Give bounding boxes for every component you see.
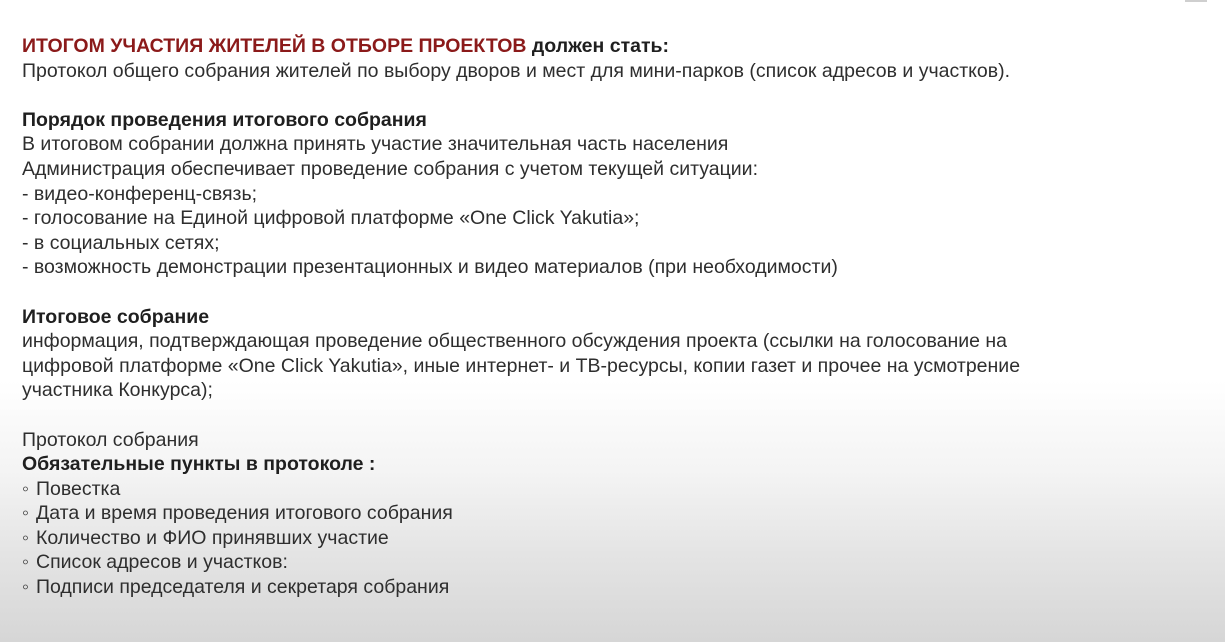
protocol-item-label: Список адресов и участков: xyxy=(36,551,288,574)
protocol-item-label: Количество и ФИО принявших участие xyxy=(36,526,389,549)
bullet-icon: ◦ xyxy=(22,502,29,525)
final-meeting-line: цифровой платформе «One Click Yakutia», иные интернет- и ТВ-ресурсы, копии газет и прочее на усмотрение xyxy=(22,354,1021,377)
procedure-line: - голосование на Единой цифровой платформе «One Click Yakutia»; xyxy=(22,207,640,230)
protocol-title: Протокол собрания xyxy=(22,428,199,451)
protocol-item xyxy=(22,501,1212,526)
procedure-line: - в социальных сетях; xyxy=(22,231,220,254)
protocol-item-label: Повестка xyxy=(36,477,121,500)
slide-content xyxy=(22,34,1212,600)
procedure-heading: Порядок проведения итогового собрания xyxy=(22,108,427,131)
procedure-line: - возможность демонстрации презентационных и видео материалов (при необходимости) xyxy=(22,256,838,279)
intro-text: Протокол общего собрания жителей по выбору дворов и мест для мини-парков (список адресов и участков). xyxy=(22,59,1010,82)
intro-heading-rest: должен стать: xyxy=(526,35,669,57)
intro-heading xyxy=(22,34,1212,59)
protocol-item xyxy=(22,575,1212,600)
final-meeting-line: участника Конкурса); xyxy=(22,379,213,402)
protocol-item xyxy=(22,477,1212,502)
bullet-icon: ◦ xyxy=(22,551,29,574)
final-meeting-line: информация, подтверждающая проведение общественного обсуждения проекта (ссылки на голосование на xyxy=(22,330,1007,353)
bullet-icon: ◦ xyxy=(22,576,29,599)
procedure-line: - видео-конференц-связь; xyxy=(22,182,258,205)
protocol-heading: Обязательные пункты в протоколе : xyxy=(22,453,376,476)
corner-mark xyxy=(1185,0,1207,2)
spacer xyxy=(22,83,1212,108)
procedure-line: Администрация обеспечивает проведение собрания с учетом текущей ситуации: xyxy=(22,157,758,180)
protocol-item xyxy=(22,550,1212,575)
protocol-item xyxy=(22,526,1212,551)
spacer xyxy=(22,280,1212,305)
intro-heading-accent: ИТОГОМ УЧАСТИЯ ЖИТЕЛЕЙ В ОТБОРЕ ПРОЕКТОВ xyxy=(22,35,527,57)
spacer xyxy=(22,403,1212,428)
protocol-item-label: Дата и время проведения итогового собрания xyxy=(36,502,453,525)
bullet-icon: ◦ xyxy=(22,526,29,549)
final-meeting-heading: Итоговое собрание xyxy=(22,305,210,328)
protocol-item-label: Подписи председателя и секретаря собрания xyxy=(36,576,450,599)
procedure-line: В итоговом собрании должна принять участие значительная часть населения xyxy=(22,133,729,156)
bullet-icon: ◦ xyxy=(22,477,29,500)
